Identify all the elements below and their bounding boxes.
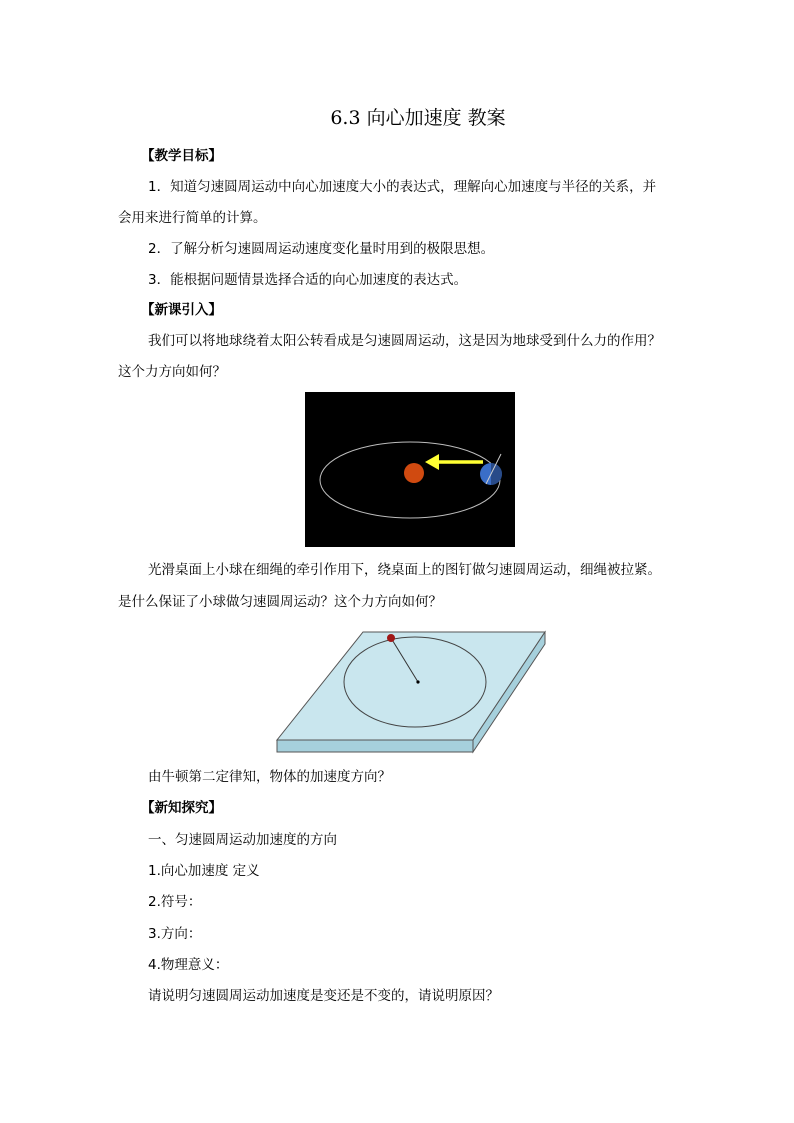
explore-heading: 【新知探究】 <box>141 800 222 816</box>
explore-item-1: 1.向心加速度 定义 <box>148 863 260 879</box>
ball-icon <box>387 634 395 642</box>
explore-item-4: 4.物理意义： <box>148 957 229 973</box>
sun-icon <box>404 463 424 483</box>
table-front-side <box>277 740 473 752</box>
explore-item-2: 2.符号： <box>148 894 202 910</box>
intro-paragraph-2-line-2: 是什么保证了小球做匀速圆周运动？这个力方向如何？ <box>118 594 442 610</box>
intro-paragraph-1-line-1: 我们可以将地球绕着太阳公转看成是匀速圆周运动，这是因为地球受到什么力的作用？ <box>148 333 661 349</box>
intro-paragraph-3: 由牛顿第二定律知，物体的加速度方向？ <box>148 769 391 785</box>
intro-paragraph-2-line-1: 光滑桌面上小球在细绳的牵引作用下，绕桌面上的图钉做匀速圆周运动，细绳被拉紧。 <box>148 562 661 578</box>
objective-2: 2．了解分析匀速圆周运动速度变化量时用到的极限思想。 <box>148 241 495 257</box>
intro-paragraph-1-line-2: 这个力方向如何？ <box>118 364 226 380</box>
objective-1-line-2: 会用来进行简单的计算。 <box>118 210 267 226</box>
explore-subheading-1: 一、匀速圆周运动加速度的方向 <box>148 832 337 848</box>
explore-question: 请说明匀速圆周运动加速度是变还是不变的，请说明原因？ <box>148 988 499 1004</box>
earth-sun-orbit-figure <box>305 392 515 547</box>
intro-heading: 【新课引入】 <box>141 302 222 318</box>
objectives-heading: 【教学目标】 <box>141 148 222 164</box>
table-top <box>277 632 545 740</box>
page-title: 6.3 向心加速度 教案 <box>330 107 506 129</box>
explore-item-3: 3.方向： <box>148 926 202 942</box>
objective-1-line-1: 1．知道匀速圆周运动中向心加速度大小的表达式，理解向心加速度与半径的关系，并 <box>148 179 657 195</box>
table-ball-figure <box>275 628 547 754</box>
pin-icon <box>416 680 419 683</box>
objective-3: 3．能根据问题情景选择合适的向心加速度的表达式。 <box>148 272 468 288</box>
